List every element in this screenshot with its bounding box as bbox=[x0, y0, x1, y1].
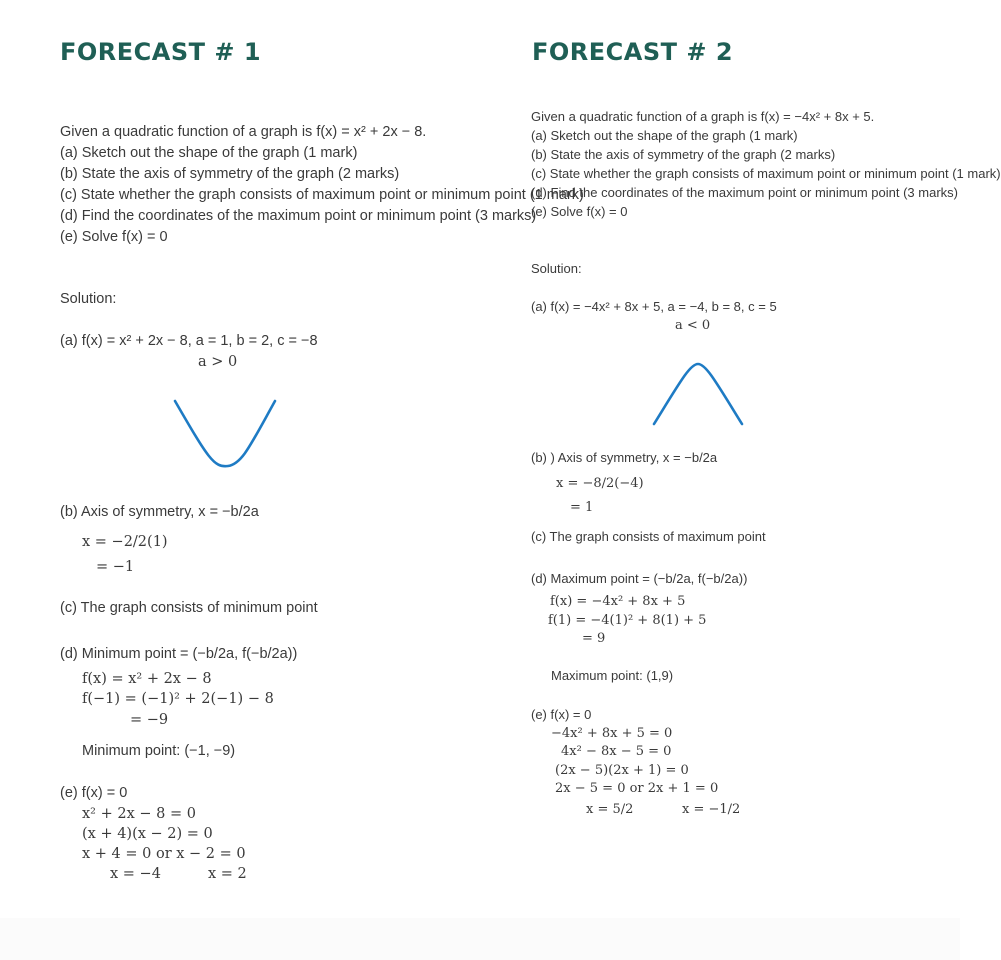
part-e-line: (e) f(x) = 0 bbox=[60, 785, 128, 801]
forecast-2-title: FORECAST # 2 bbox=[532, 38, 734, 66]
question-a: (a) Sketch out the shape of the graph (1 mark) bbox=[60, 145, 358, 161]
solution-label: Solution: bbox=[531, 261, 582, 276]
part-e-step-4: 2x − 5 = 0 or 2x + 1 = 0 bbox=[555, 781, 719, 796]
part-a-line: (a) f(x) = −4x² + 8x + 5, a = −4, b = 8, c = 5 bbox=[531, 299, 777, 314]
part-e-line: (e) f(x) = 0 bbox=[531, 707, 592, 722]
page-bottom-margin bbox=[0, 918, 960, 960]
question-c: (c) State whether the graph consists of maximum point or minimum point (1 mark) bbox=[531, 166, 1001, 181]
question-e: (e) Solve f(x) = 0 bbox=[60, 229, 168, 245]
part-b-line: (b) Axis of symmetry, x = −b/2a bbox=[60, 504, 259, 520]
part-e-root-1: x = 5/2 bbox=[586, 802, 634, 817]
part-a-condition: a < 0 bbox=[675, 318, 711, 333]
question-a: (a) Sketch out the shape of the graph (1 mark) bbox=[531, 128, 798, 143]
part-e-step-1: x² + 2x − 8 = 0 bbox=[82, 806, 196, 822]
part-c-line: (c) The graph consists of maximum point bbox=[531, 529, 766, 544]
upward-parabola-sketch bbox=[170, 396, 280, 472]
question-d: (d) Find the coordinates of the maximum point or minimum point (3 marks) bbox=[531, 185, 958, 200]
downward-parabola-sketch bbox=[650, 360, 746, 428]
part-d-step-1: f(x) = −4x² + 8x + 5 bbox=[550, 594, 686, 609]
question-b: (b) State the axis of symmetry of the graph (2 marks) bbox=[60, 166, 400, 182]
forecast-1-title: FORECAST # 1 bbox=[60, 38, 262, 66]
part-b-step-2: = 1 bbox=[570, 500, 594, 515]
part-b-line: (b) ) Axis of symmetry, x = −b/2a bbox=[531, 450, 718, 465]
part-d-result: Maximum point: (1,9) bbox=[551, 668, 674, 683]
question-b: (b) State the axis of symmetry of the graph (2 marks) bbox=[531, 147, 836, 162]
part-d-step-2: f(−1) = (−1)² + 2(−1) − 8 bbox=[82, 691, 274, 707]
question-d: (d) Find the coordinates of the maximum point or minimum point (3 marks) bbox=[60, 208, 537, 224]
part-d-result: Minimum point: (−1, −9) bbox=[82, 743, 236, 759]
question-c: (c) State whether the graph consists of maximum point or minimum point (1 mark) bbox=[60, 187, 584, 203]
part-b-step-1: x = −8/2(−4) bbox=[556, 476, 644, 491]
part-e-step-1: −4x² + 8x + 5 = 0 bbox=[551, 726, 673, 741]
part-d-line: (d) Maximum point = (−b/2a, f(−b/2a)) bbox=[531, 571, 748, 586]
part-e-root-2: x = −1/2 bbox=[682, 802, 741, 817]
part-d-step-2: f(1) = −4(1)² + 8(1) + 5 bbox=[548, 613, 707, 628]
part-a-line: (a) f(x) = x² + 2x − 8, a = 1, b = 2, c = −8 bbox=[60, 333, 318, 349]
question-intro: Given a quadratic function of a graph is f(x) = −4x² + 8x + 5. bbox=[531, 109, 875, 124]
question-e: (e) Solve f(x) = 0 bbox=[531, 204, 628, 219]
part-e-step-3: (2x − 5)(2x + 1) = 0 bbox=[555, 763, 689, 778]
part-d-step-3: = −9 bbox=[130, 712, 169, 728]
question-intro: Given a quadratic function of a graph is f(x) = x² + 2x − 8. bbox=[60, 124, 427, 140]
solution-label: Solution: bbox=[60, 291, 117, 307]
part-a-condition: a > 0 bbox=[198, 354, 238, 370]
part-e-root-2: x = 2 bbox=[208, 866, 247, 882]
part-e-step-2: (x + 4)(x − 2) = 0 bbox=[82, 826, 213, 842]
part-b-step-1: x = −2/2(1) bbox=[82, 534, 168, 550]
part-d-step-3: = 9 bbox=[582, 631, 606, 646]
part-e-step-3: x + 4 = 0 or x − 2 = 0 bbox=[82, 846, 246, 862]
part-c-line: (c) The graph consists of minimum point bbox=[60, 600, 318, 616]
part-d-line: (d) Minimum point = (−b/2a, f(−b/2a)) bbox=[60, 646, 298, 662]
part-e-root-1: x = −4 bbox=[110, 866, 161, 882]
part-e-step-2: 4x² − 8x − 5 = 0 bbox=[561, 744, 672, 759]
part-d-step-1: f(x) = x² + 2x − 8 bbox=[82, 671, 212, 687]
part-b-step-2: = −1 bbox=[96, 559, 135, 575]
